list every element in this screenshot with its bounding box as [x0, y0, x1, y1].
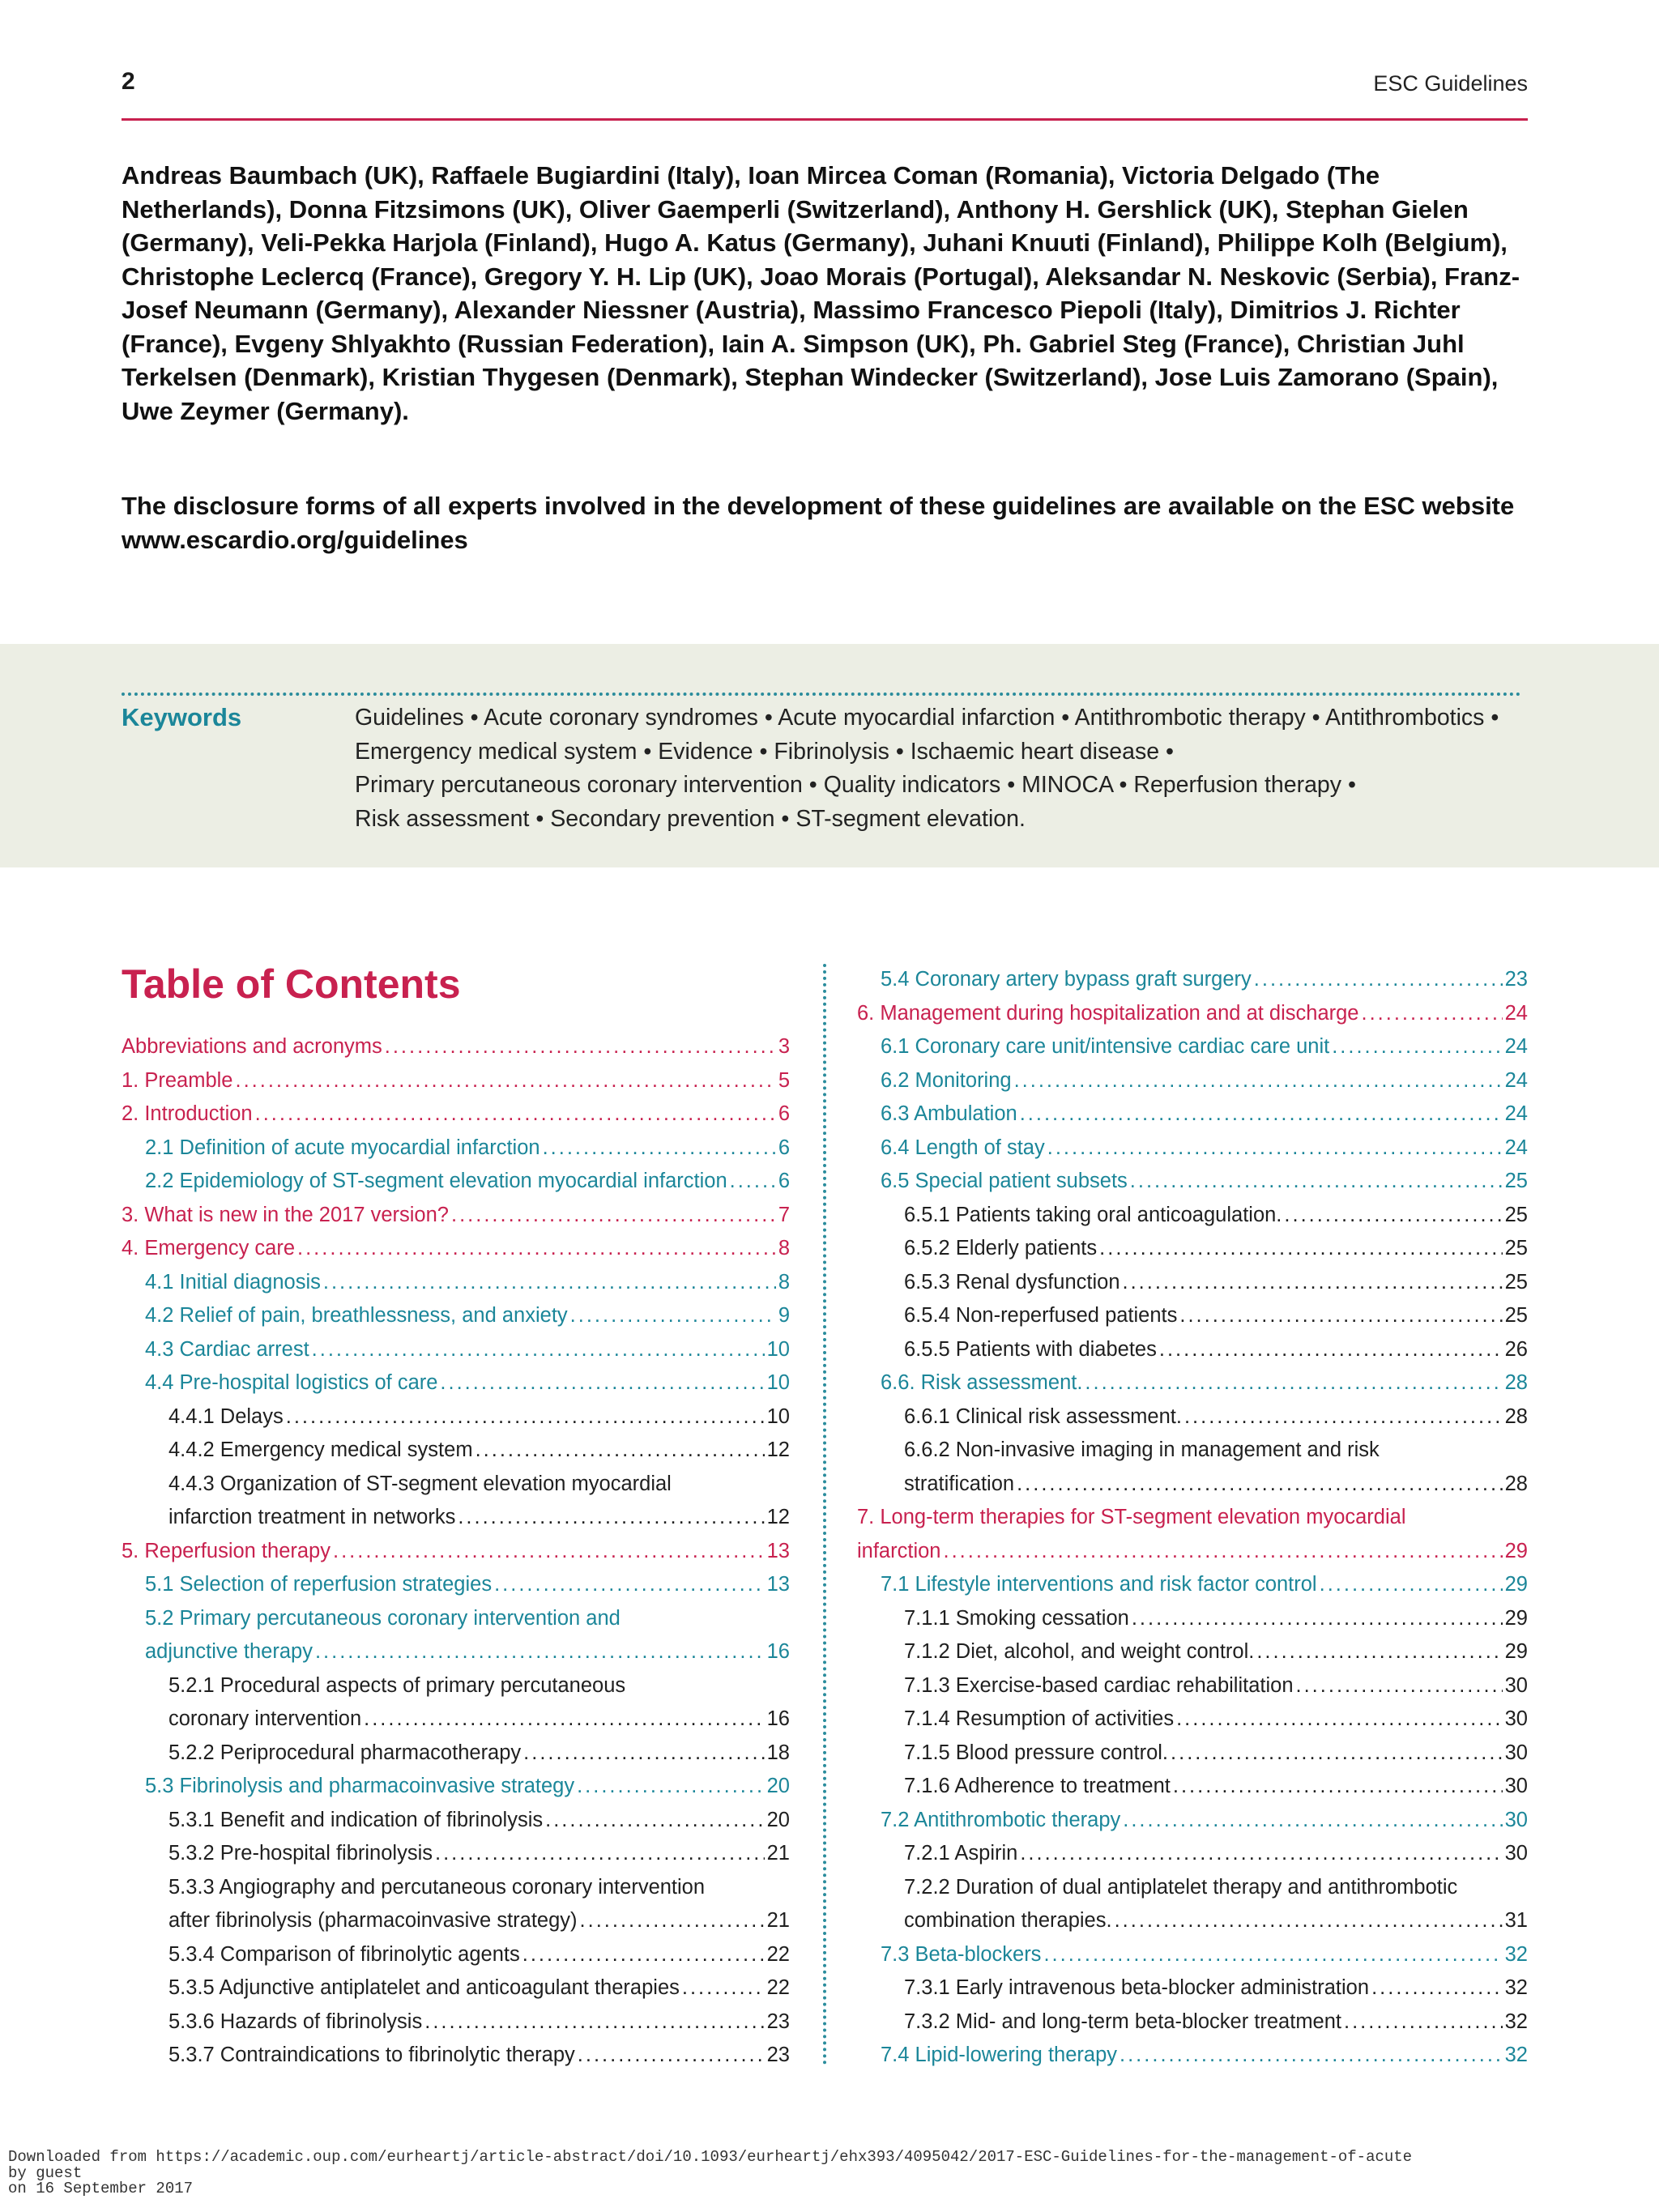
toc-page-number: 25 [1504, 1203, 1528, 1226]
keyword-separator: • [764, 705, 773, 731]
toc-leader-dots [580, 1904, 765, 1938]
toc-page-number: 10 [766, 1404, 790, 1428]
toc-leader-dots [1123, 1804, 1502, 1838]
toc-entry[interactable] [857, 1165, 1528, 1199]
toc-entry[interactable] [122, 1333, 790, 1367]
toc-page-number: 30 [1504, 1673, 1528, 1697]
toc-leader-dots [236, 1064, 776, 1098]
toc-entry-label: 7.1 Lifestyle interventions and risk factor control [881, 1573, 1317, 1596]
toc-page-number: 24 [1504, 1001, 1528, 1025]
keyword-separator: • [643, 738, 652, 765]
toc-entry[interactable] [857, 1132, 1528, 1166]
keyword-term: Acute coronary syndromes [483, 705, 758, 731]
toc-entry[interactable] [857, 1266, 1528, 1300]
toc-leader-dots [323, 1266, 776, 1300]
toc-entry[interactable] [857, 1030, 1528, 1064]
toc-leader-dots [1085, 1366, 1502, 1400]
toc-entry-label: 2. Introduction [122, 1102, 253, 1125]
toc-entry-label: 2.1 Definition of acute myocardial infarction [145, 1136, 540, 1159]
header-rule [122, 118, 1528, 121]
toc-entry-label: stratification [904, 1472, 1015, 1495]
toc-entry[interactable] [857, 1737, 1528, 1771]
toc-leader-dots [1176, 1703, 1503, 1737]
toc-entry-label: 6.5.3 Renal dysfunction [904, 1270, 1120, 1294]
keyword-separator: • [759, 738, 768, 765]
toc-leader-dots [424, 2005, 764, 2039]
toc-entry-label: combination therapies. [904, 1909, 1112, 1932]
toc-entry[interactable] [122, 1232, 790, 1266]
toc-entry[interactable] [122, 1199, 790, 1233]
toc-page-number: 32 [1504, 2044, 1528, 2066]
toc-entry[interactable] [122, 1770, 790, 1804]
toc-entry[interactable] [857, 963, 1528, 997]
toc-entry-label: 7.1.4 Resumption of activities [904, 1707, 1175, 1730]
toc-entry[interactable] [122, 2005, 790, 2039]
toc-entry[interactable] [857, 2039, 1528, 2073]
toc-page-number: 28 [1504, 1472, 1528, 1495]
toc-entry[interactable] [857, 1804, 1528, 1838]
toc-entry-label: 3. What is new in the 2017 version? [122, 1203, 449, 1226]
column-divider [823, 964, 826, 2065]
toc-entry[interactable] [122, 1030, 790, 1064]
toc-entry-label: 5.1 Selection of reperfusion strategies [145, 1573, 493, 1596]
toc-entry-label: Abbreviations and acronyms [122, 1035, 382, 1058]
toc-entry[interactable] [857, 1635, 1528, 1669]
toc-leader-dots [1020, 1837, 1502, 1871]
toc-entry[interactable] [857, 1333, 1528, 1367]
toc-entry-label: 5.2.2 Periprocedural pharmacotherapy [168, 1741, 522, 1764]
author-list: Andreas Baumbach (UK), Raffaele Bugiardini (Italy), Ioan Mircea Coman (Romania), Victoria Delgado (The Netherlands), Donna Fitzsimons (UK), Oliver Gaemperli (Switzerland), Anthony H. Gershlick (UK), Stephan Gielen (Germany), Veli-Pekka Harjola (Finland), Hugo A. Katus (Germany), Juhani Knuuti (Finland), Philippe Kolh (Belgium), Christophe Leclercq (France), Gregory Y. H. Lip (UK), Joao Morais (Portugal), Aleksandar N. Neskovic (Serbia), Franz-Josef Neumann (Germany), Alexander Niessner (Austria), Massimo Francesco Piepoli (Italy), Dimitrios J. Richter (France), Evgeny Shlyakhto (Russian Federation), Iain A. Simpson (UK), Ph. Gabriel Steg (France), Christian Juhl Terkelsen (Denmark), Kristian Thygesen (Denmark), Stephan Windecker (Switzerland), Jose Luis Zamorano (Spain), Uwe Zeymer (Germany). [122, 161, 1520, 425]
toc-entry-label: 7.3 Beta-blockers [881, 1942, 1042, 1966]
toc-leader-dots [523, 1737, 764, 1771]
toc-leader-dots [1130, 1165, 1503, 1199]
toc-page-number: 22 [766, 1976, 790, 1999]
toc-entry[interactable] [857, 1366, 1528, 1400]
toc-leader-dots [1184, 1400, 1503, 1434]
toc-leader-dots [1171, 1737, 1503, 1771]
toc-page-number: 24 [1504, 1035, 1528, 1058]
keyword-separator: • [895, 738, 904, 765]
keyword-term: Secondary prevention [550, 805, 775, 832]
toc-entry[interactable] [122, 1602, 790, 1636]
toc-leader-dots [570, 1299, 776, 1333]
toc-entry-label: 5.3.1 Benefit and indication of fibrinolysis [168, 1808, 544, 1831]
toc-entry-label: after fibrinolysis (pharmacoinvasive strategy) [168, 1909, 578, 1932]
toc-entry[interactable] [122, 1635, 790, 1669]
toc-entry-label: 7.2.2 Duration of dual antiplatelet therapy and antithrombotic [904, 1875, 1458, 1899]
toc-entry-label: 5. Reperfusion therapy [122, 1539, 331, 1562]
toc-entry-label: 4.2 Relief of pain, breathlessness, and anxiety [145, 1304, 568, 1327]
toc-entry[interactable] [857, 1064, 1528, 1098]
toc-page-number: 8 [778, 1237, 790, 1259]
keyword-separator: • [1311, 705, 1320, 731]
toc-leader-dots [1254, 963, 1503, 997]
toc-page-number: 16 [766, 1640, 790, 1663]
keyword-term: Guidelines [355, 705, 464, 731]
toc-entry-label: 4.4.2 Emergency medical system [168, 1438, 473, 1461]
toc-leader-dots [333, 1535, 765, 1569]
keyword-separator: • [1165, 738, 1174, 765]
toc-page-number: 30 [1504, 1741, 1528, 1764]
toc-entry[interactable] [857, 1938, 1528, 1972]
toc-entry[interactable] [122, 1132, 790, 1166]
toc-entry-label: 4.1 Initial diagnosis [145, 1270, 321, 1294]
toc-entry-label: 7.1.2 Diet, alcohol, and weight control. [904, 1640, 1255, 1663]
toc-entry[interactable] [857, 1669, 1528, 1703]
toc-leader-dots [364, 1703, 764, 1737]
toc-entry-label: 6.5 Special patient subsets [881, 1170, 1128, 1192]
toc-entry-label: 5.4 Coronary artery bypass graft surgery [881, 968, 1252, 991]
toc-entry-label: 4.4 Pre-hospital logistics of care [145, 1371, 438, 1394]
keyword-term: ST-segment elevation. [795, 805, 1026, 832]
keyword-separator: • [1061, 705, 1070, 731]
keywords-list [355, 701, 1521, 836]
toc-entry[interactable] [857, 1299, 1528, 1333]
toc-leader-dots [255, 1097, 776, 1132]
keyword-separator: • [1119, 772, 1128, 798]
toc-entry-label: 6.6.2 Non-invasive imaging in management and risk [904, 1438, 1380, 1461]
toc-entry-label: 5.3.4 Comparison of fibrinolytic agents [168, 1942, 520, 1966]
toc-entry-label: 4.4.3 Organization of ST-segment elevation myocardial [168, 1472, 672, 1495]
toc-leader-dots [440, 1366, 764, 1400]
toc-page-number: 6 [778, 1170, 790, 1192]
toc-entry[interactable] [122, 1871, 790, 1905]
toc-leader-dots [1284, 1199, 1502, 1233]
toc-entry-label: 2.2 Epidemiology of ST-segment elevation myocardial infarction [145, 1170, 727, 1192]
toc-page-number: 29 [1504, 1573, 1528, 1596]
toc-entry[interactable] [122, 1400, 790, 1434]
toc-entry-label: 6.5.1 Patients taking oral anticoagulation. [904, 1203, 1282, 1226]
toc-page-number: 32 [1504, 1942, 1528, 1966]
toc-leader-dots [1361, 997, 1502, 1031]
toc-entry[interactable] [122, 1165, 790, 1199]
keywords-label: Keywords [122, 703, 242, 731]
toc-page-number: 3 [778, 1035, 790, 1058]
keyword-term: Antithrombotic therapy [1074, 705, 1306, 731]
toc-entry[interactable] [857, 1904, 1528, 1938]
toc-entry[interactable] [122, 1366, 790, 1400]
keyword-term: Emergency medical system [355, 738, 638, 765]
toc-page-number: 25 [1504, 1170, 1528, 1192]
toc-leader-dots [1123, 1266, 1503, 1300]
toc-entry-label: adjunctive therapy [145, 1640, 313, 1663]
toc-leader-dots [1017, 1468, 1503, 1502]
toc-entry[interactable] [122, 1501, 790, 1535]
toc-leader-dots [943, 1535, 1502, 1569]
toc-entry-label: 6.5.4 Non-reperfused patients [904, 1304, 1178, 1327]
toc-entry-label: coronary intervention [168, 1707, 362, 1730]
toc-leader-dots [1120, 2039, 1503, 2073]
toc-entry[interactable] [857, 997, 1528, 1031]
keyword-separator: • [808, 772, 817, 798]
toc-entry[interactable] [857, 1199, 1528, 1233]
toc-left-column [122, 1030, 790, 2073]
toc-entry-label: 6.2 Monitoring [881, 1068, 1012, 1092]
toc-entry-label: 6.1 Coronary care unit/intensive cardiac care unit [881, 1035, 1330, 1058]
toc-entry-label: 5.2 Primary percutaneous coronary intervention and [145, 1606, 621, 1630]
toc-entry[interactable] [122, 1568, 790, 1602]
toc-entry-label: 6.5.5 Patients with diabetes [904, 1337, 1157, 1361]
toc-page-number: 30 [1504, 1842, 1528, 1865]
toc-page-number: 10 [766, 1371, 790, 1394]
toc-entry-label: 7.2 Antithrombotic therapy [881, 1808, 1121, 1831]
toc-page-number: 32 [1504, 2010, 1528, 2033]
toc-entry[interactable] [122, 1837, 790, 1871]
toc-leader-dots [577, 1770, 765, 1804]
keyword-separator: • [1007, 772, 1016, 798]
toc-entry[interactable] [122, 1535, 790, 1569]
toc-page-number: 23 [766, 2044, 790, 2066]
toc-entry-label: 7. Long-term therapies for ST-segment elevation myocardial [857, 1506, 1406, 1528]
keyword-term: Risk assessment [355, 805, 530, 832]
toc-page-number: 18 [766, 1741, 790, 1764]
toc-page-number: 31 [1504, 1909, 1528, 1932]
toc-page-number: 22 [766, 1942, 790, 1966]
toc-entry[interactable] [857, 1468, 1528, 1502]
toc-entry-label: infarction treatment in networks [168, 1506, 456, 1528]
keyword-separator: • [470, 705, 479, 731]
toc-page-number: 25 [1504, 1237, 1528, 1259]
keyword-term: Primary percutaneous coronary intervention [355, 772, 803, 798]
toc-page-number: 13 [766, 1573, 790, 1596]
toc-page-number: 28 [1504, 1371, 1528, 1394]
toc-leader-dots [385, 1030, 776, 1064]
toc-leader-dots [522, 1938, 765, 1972]
toc-entry[interactable] [857, 1602, 1528, 1636]
toc-entry-label: 6.4 Length of stay [881, 1136, 1045, 1159]
toc-entry[interactable] [122, 1434, 790, 1468]
toc-page-number: 21 [766, 1909, 790, 1932]
toc-entry-label: 1. Preamble [122, 1068, 233, 1092]
toc-entry[interactable] [857, 1837, 1528, 1871]
toc-leader-dots [730, 1165, 776, 1199]
toc-page-number: 6 [778, 1102, 790, 1125]
toc-entry[interactable] [857, 1770, 1528, 1804]
toc-page-number: 24 [1504, 1068, 1528, 1092]
toc-entry[interactable] [122, 1737, 790, 1771]
toc-entry-label: 6.5.2 Elderly patients [904, 1237, 1098, 1259]
toc-entry-label: 7.3.2 Mid- and long-term beta-blocker treatment [904, 2010, 1342, 2033]
toc-entry-label: 4. Emergency care [122, 1237, 296, 1259]
keyword-term: MINOCA [1021, 772, 1113, 798]
toc-page-number: 10 [766, 1337, 790, 1361]
toc-entry[interactable] [122, 1804, 790, 1838]
toc-page-number: 29 [1504, 1606, 1528, 1630]
toc-entry-label: 7.1.3 Exercise-based cardiac rehabilitation [904, 1673, 1294, 1697]
toc-leader-dots [682, 1971, 765, 2005]
toc-entry-label: infarction [857, 1539, 941, 1562]
toc-page-number: 25 [1504, 1304, 1528, 1327]
toc-leader-dots [1256, 1635, 1502, 1669]
toc-leader-dots [1173, 1770, 1503, 1804]
keyword-separator: • [1491, 705, 1499, 731]
toc-page-number: 30 [1504, 1808, 1528, 1831]
toc-entry[interactable] [857, 1871, 1528, 1905]
toc-page-number: 12 [766, 1506, 790, 1528]
toc-entry-label: 6.6. Risk assessment. [881, 1371, 1083, 1394]
toc-page-number: 20 [766, 1808, 790, 1831]
keyword-term: Evidence [658, 738, 753, 765]
toc-leader-dots [1099, 1232, 1502, 1266]
disclosure-statement: The disclosure forms of all experts involved in the development of these guidelines are available on the ESC website www.escardio.org/guidelines [122, 492, 1515, 554]
toc-page-number: 26 [1504, 1337, 1528, 1361]
toc-entry[interactable] [122, 1703, 790, 1737]
toc-leader-dots [476, 1434, 765, 1468]
toc-leader-dots [1020, 1097, 1503, 1132]
download-footer: Downloaded from https://academic.oup.com/eurheartj/article-abstract/doi/10.1093/eurheartj/ehx393/4095042/2017-ESC-Guidelines-for-the-management-of-acute by guest on 16 September 2017 [8, 2148, 1413, 2197]
running-head: ESC Guidelines [1373, 71, 1528, 96]
keyword-term: Reperfusion therapy [1133, 772, 1342, 798]
toc-page-number: 24 [1504, 1102, 1528, 1125]
toc-leader-dots [494, 1568, 765, 1602]
toc-leader-dots [543, 1132, 776, 1166]
toc-leader-dots [1159, 1333, 1503, 1367]
toc-entry-label: 5.3.7 Contraindications to fibrinolytic therapy [168, 2044, 575, 2066]
toc-leader-dots [1047, 1132, 1503, 1166]
toc-entry[interactable] [857, 2005, 1528, 2039]
toc-page-number: 16 [766, 1707, 790, 1730]
toc-page-number: 13 [766, 1539, 790, 1562]
toc-page-number: 5 [778, 1068, 790, 1092]
page-number: 2 [122, 68, 135, 95]
toc-leader-dots [1320, 1568, 1503, 1602]
toc-entry[interactable] [857, 1434, 1528, 1468]
toc-page-number: 30 [1504, 1707, 1528, 1730]
toc-page-number: 6 [778, 1136, 790, 1159]
toc-entry[interactable] [857, 1703, 1528, 1737]
toc-leader-dots [286, 1400, 765, 1434]
toc-leader-dots [1014, 1064, 1503, 1098]
toc-entry[interactable] [122, 1064, 790, 1098]
toc-entry[interactable] [857, 1971, 1528, 2005]
toc-leader-dots [1332, 1030, 1502, 1064]
toc-page-number: 30 [1504, 1775, 1528, 1797]
toc-entry-label: 4.4.1 Delays [168, 1404, 284, 1428]
toc-entry[interactable] [122, 1299, 790, 1333]
keyword-term: Antithrombotics [1325, 705, 1485, 731]
toc-page-number: 8 [778, 1270, 790, 1294]
toc-entry[interactable] [122, 2039, 790, 2073]
toc-entry-label: 7.4 Lipid-lowering therapy [881, 2044, 1118, 2066]
toc-page-number: 24 [1504, 1136, 1528, 1159]
toc-entry[interactable] [122, 1266, 790, 1300]
toc-page-number: 32 [1504, 1976, 1528, 1999]
toc-entry[interactable] [122, 1938, 790, 1972]
keyword-separator: • [535, 805, 544, 832]
toc-leader-dots [1344, 2005, 1503, 2039]
keyword-term: Quality indicators [823, 772, 1001, 798]
toc-page-number: 21 [766, 1842, 790, 1865]
toc-leader-dots [1115, 1904, 1503, 1938]
toc-page-number: 7 [778, 1203, 790, 1226]
keyword-term: Acute myocardial infarction [778, 705, 1056, 731]
toc-entry[interactable] [122, 1097, 790, 1132]
toc-entry-label: 5.2.1 Procedural aspects of primary percutaneous [168, 1673, 626, 1697]
toc-page-number: 9 [778, 1304, 790, 1327]
toc-entry-label: 5.3.3 Angiography and percutaneous coronary intervention [168, 1875, 706, 1899]
toc-page-number: 12 [766, 1438, 790, 1461]
toc-page-number: 23 [1504, 968, 1528, 991]
keyword-separator: • [1347, 772, 1356, 798]
keyword-separator: • [781, 805, 790, 832]
toc-leader-dots [297, 1232, 776, 1266]
toc-entry[interactable] [857, 1400, 1528, 1434]
toc-leader-dots [1043, 1938, 1502, 1972]
toc-entry-label: 7.1.6 Adherence to treatment [904, 1775, 1171, 1797]
toc-entry[interactable] [122, 1669, 790, 1703]
toc-leader-dots [312, 1333, 765, 1367]
toc-page-number: 29 [1504, 1640, 1528, 1663]
toc-leader-dots [1179, 1299, 1502, 1333]
toc-leader-dots [1296, 1669, 1503, 1703]
keywords-dotted-rule [122, 693, 1521, 696]
toc-entry[interactable] [857, 1097, 1528, 1132]
toc-entry-label: 6. Management during hospitalization and at discharge [857, 1001, 1359, 1025]
toc-entry[interactable] [857, 1232, 1528, 1266]
toc-title: Table of Contents [122, 961, 461, 1007]
toc-leader-dots [315, 1635, 765, 1669]
toc-entry-label: 7.2.1 Aspirin [904, 1842, 1018, 1865]
toc-entry-label: 6.6.1 Clinical risk assessment. [904, 1404, 1182, 1428]
toc-entry[interactable] [857, 1501, 1528, 1535]
toc-entry[interactable] [857, 1535, 1528, 1569]
toc-page-number: 20 [766, 1775, 790, 1797]
toc-leader-dots [578, 2039, 765, 2073]
toc-entry-label: 7.1.1 Smoking cessation [904, 1606, 1129, 1630]
toc-page-number: 25 [1504, 1270, 1528, 1294]
toc-leader-dots [458, 1501, 764, 1535]
toc-page-number: 29 [1504, 1539, 1528, 1562]
toc-leader-dots [451, 1199, 776, 1233]
keyword-term: Fibrinolysis [774, 738, 889, 765]
toc-entry-label: 5.3.6 Hazards of fibrinolysis [168, 2010, 423, 2033]
toc-entry[interactable] [122, 1904, 790, 1938]
toc-entry-label: 6.3 Ambulation [881, 1102, 1017, 1125]
toc-right-column [857, 963, 1528, 2073]
toc-page-number: 23 [766, 2010, 790, 2033]
toc-entry-label: 5.3.2 Pre-hospital fibrinolysis [168, 1842, 433, 1865]
toc-entry-label: 7.1.5 Blood pressure control. [904, 1741, 1169, 1764]
toc-leader-dots [1132, 1602, 1503, 1636]
toc-entry-label: 7.3.1 Early intravenous beta-blocker administration [904, 1976, 1370, 1999]
toc-leader-dots [435, 1837, 765, 1871]
keyword-term: Ischaemic heart disease [910, 738, 1160, 765]
toc-entry[interactable] [122, 1468, 790, 1502]
toc-leader-dots [1371, 1971, 1503, 2005]
toc-entry-label: 5.3 Fibrinolysis and pharmacoinvasive strategy [145, 1775, 575, 1797]
toc-entry-label: 4.3 Cardiac arrest [145, 1337, 309, 1361]
toc-entry[interactable] [857, 1568, 1528, 1602]
toc-entry[interactable] [122, 1971, 790, 2005]
toc-entry-label: 5.3.5 Adjunctive antiplatelet and anticoagulant therapies [168, 1976, 680, 1999]
toc-page-number: 28 [1504, 1404, 1528, 1428]
toc-leader-dots [545, 1804, 765, 1838]
